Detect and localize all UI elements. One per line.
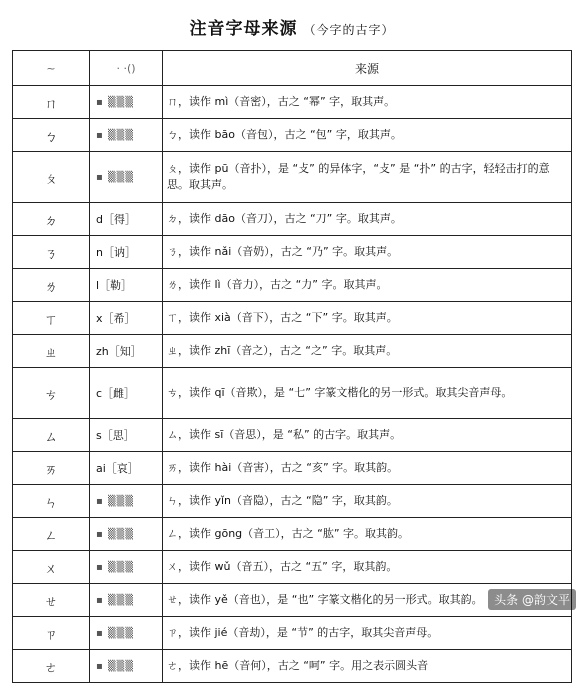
- source-description: ㄙ，读作 sī（音思），是 “私” 的古字。取其声。: [163, 419, 572, 452]
- pinyin-code: ▪ ▒▒▒: [90, 584, 163, 617]
- source-description: ㄌ，读作 lì（音力），古之 “力” 字。取其声。: [163, 269, 572, 302]
- zhuyin-symbol: ㄣ: [13, 485, 90, 518]
- pinyin-code: ▪ ▒▒▒: [90, 518, 163, 551]
- pinyin-code: x［希］: [90, 302, 163, 335]
- pinyin-code: ▪ ▒▒▒: [90, 485, 163, 518]
- zhuyin-symbol: ㄅ: [13, 119, 90, 152]
- table-row: [13, 419, 572, 452]
- source-description: ㄉ，读作 dāo（音刀），古之 “刀” 字。取其声。: [163, 203, 572, 236]
- table-row: [13, 119, 572, 152]
- zhuyin-symbol: ㄇ: [13, 86, 90, 119]
- pinyin-code: s［思］: [90, 419, 163, 452]
- table-row: [13, 650, 572, 683]
- zhuyin-symbol: ㄞ: [13, 452, 90, 485]
- zhuyin-symbol: ㄥ: [13, 518, 90, 551]
- pinyin-code: c［雌］: [90, 368, 163, 419]
- zhuyin-symbol: ㄌ: [13, 269, 90, 302]
- zhuyin-symbol: ㄉ: [13, 203, 90, 236]
- pinyin-code: d［得］: [90, 203, 163, 236]
- pinyin-code: n［讷］: [90, 236, 163, 269]
- source-description: ㄇ，读作 mì（音密），古之 “幂” 字，取其声。: [163, 86, 572, 119]
- table-row: [13, 485, 572, 518]
- table-row: [13, 236, 572, 269]
- source-description: ㄅ，读作 bāo（音包），古之 “包” 字，取其声。: [163, 119, 572, 152]
- zhuyin-symbol: ㄆ: [13, 152, 90, 203]
- source-description: ㄒ，读作 xià（音下），古之 “下” 字。取其声。: [163, 302, 572, 335]
- pinyin-code: zh［知］: [90, 335, 163, 368]
- zhuyin-symbol: ㄓ: [13, 335, 90, 368]
- table-row: [13, 269, 572, 302]
- source-description: ㄝ，读作 yě（音也），是 “也” 字篆文楷化的另一形式。取其韵。: [163, 584, 572, 617]
- title-block: [0, 14, 584, 39]
- source-description: ㄨ，读作 wǔ（音五），古之 “五” 字，取其韵。: [163, 551, 572, 584]
- zhuyin-symbol: ㄙ: [13, 419, 90, 452]
- table-row: [13, 551, 572, 584]
- source-description: ㄗ，读作 jié（音劫），是 “节” 的古字，取其尖音声母。: [163, 617, 572, 650]
- pinyin-code: l［勒］: [90, 269, 163, 302]
- zhuyin-symbol: ㄝ: [13, 584, 90, 617]
- pinyin-code: ▪ ▒▒▒: [90, 617, 163, 650]
- header-code: · ·(): [90, 51, 163, 86]
- zhuyin-symbol: ㄜ: [13, 650, 90, 683]
- table-row: [13, 335, 572, 368]
- zhuyin-symbol: ㄨ: [13, 551, 90, 584]
- watermark: 头条 @韵文平: [488, 589, 576, 610]
- page-subtitle: （今字的古字）: [303, 23, 395, 37]
- zhuyin-symbol: ㄗ: [13, 617, 90, 650]
- table-row: [13, 302, 572, 335]
- pinyin-code: ai［哀］: [90, 452, 163, 485]
- source-table: [12, 50, 572, 683]
- table-row: [13, 617, 572, 650]
- table-row: [13, 203, 572, 236]
- pinyin-code: ▪ ▒▒▒: [90, 86, 163, 119]
- table-row: [13, 86, 572, 119]
- source-description: ㄣ，读作 yǐn（音隐），古之 “隐” 字，取其韵。: [163, 485, 572, 518]
- source-description: ㄓ，读作 zhī（音之），古之 “之” 字。取其声。: [163, 335, 572, 368]
- source-description: ㄋ，读作 nǎi（音奶），古之 “乃” 字。取其声。: [163, 236, 572, 269]
- zhuyin-symbol: ㄒ: [13, 302, 90, 335]
- table-header-row: [13, 51, 572, 86]
- pinyin-code: ▪ ▒▒▒: [90, 551, 163, 584]
- source-description: ㄞ，读作 hài（音害），古之 “亥” 字。取其韵。: [163, 452, 572, 485]
- table-row: [13, 518, 572, 551]
- source-description: ㄆ，读作 pū（音扑），是 “攴” 的异体字，“攴” 是 “扑” 的古字，轻轻击打的意思。取其声。: [163, 152, 572, 203]
- table-row: [13, 452, 572, 485]
- zhuyin-symbol: ㄘ: [13, 368, 90, 419]
- source-description: ㄥ，读作 gōng（音工），古之 “肱” 字。取其韵。: [163, 518, 572, 551]
- table-row: [13, 152, 572, 203]
- source-description: ㄜ，读作 hē（音何），古之 “呵” 字。用之表示圆头音: [163, 650, 572, 683]
- pinyin-code: ▪ ▒▒▒: [90, 119, 163, 152]
- zhuyin-symbol: ㄋ: [13, 236, 90, 269]
- header-symbol: ~: [13, 51, 90, 86]
- header-source: 来源: [163, 51, 572, 86]
- pinyin-code: ▪ ▒▒▒: [90, 650, 163, 683]
- pinyin-code: ▪ ▒▒▒: [90, 152, 163, 203]
- source-description: ㄘ，读作 qī（音欺），是 “七” 字篆文楷化的另一形式。取其尖音声母。: [163, 368, 572, 419]
- page-title: 注音字母来源: [189, 19, 298, 39]
- table-row: [13, 368, 572, 419]
